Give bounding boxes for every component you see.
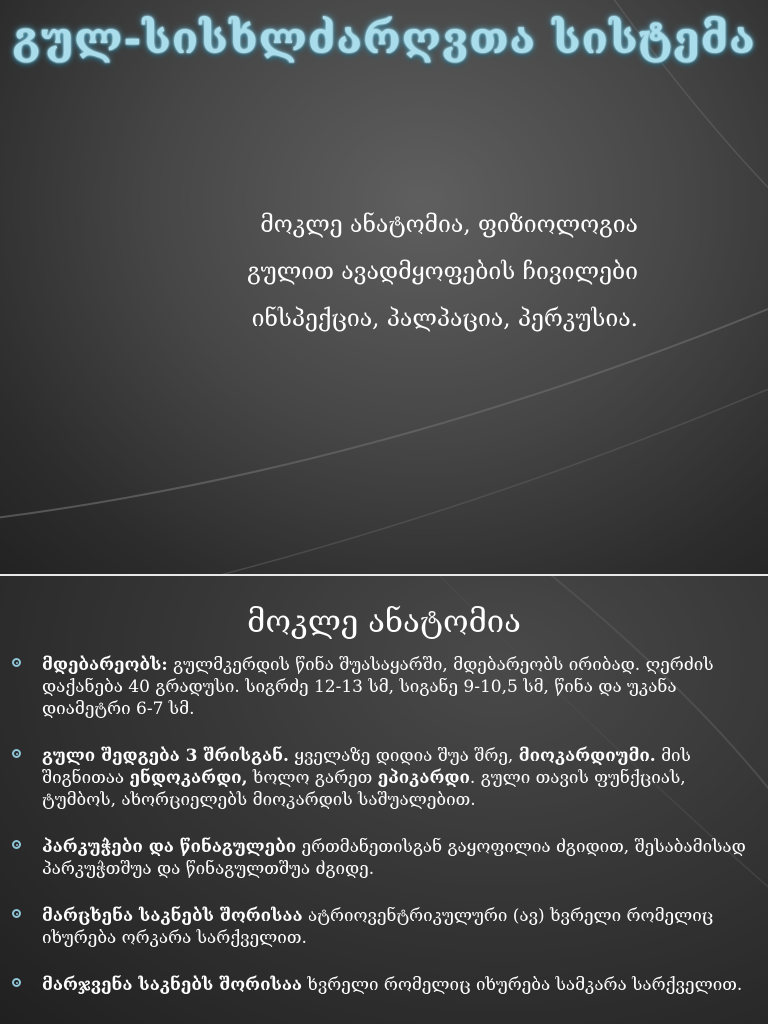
list-item <box>0 905 768 949</box>
bullet-bold-text: მდებარეობს: <box>42 655 168 675</box>
bullet-bold-text: ეპიკარდი <box>377 768 470 788</box>
bullet-bold-text: პარკუჭები და წინაგულები <box>42 837 297 857</box>
bullet-text: ერთმანეთისგან გაყოფილია ძგიდით, შესაბამისად პარკუჭთშუა და წინაგულთშუა ძგიდე. <box>42 837 746 879</box>
bullet-text: მის შიგნითაა <box>42 746 691 788</box>
bullet-bold-text: გული შედგება 3 შრისგან. <box>42 746 289 766</box>
bullet-bold-text: მარცხენა საკნებს შორისაა <box>42 906 303 926</box>
bullet-text: გულმკერდის წინა შუასაყარში, მდებარეობს ირიბად. ღერძის დაქანება 40 გრადუსი. სიგრძე 12-13 სმ, სიგანე 9-10,5 სმ, წინა და უკანა დიამეტრი 6-7 სმ. <box>42 655 714 719</box>
subtitle-line: გულით ავადმყოფების ჩივილები <box>247 259 638 285</box>
bullet-bold-text: მიოკარდიუმი. <box>518 746 656 766</box>
bullet-list <box>0 654 768 1021</box>
bullet-text: ყველაზე დიდია შუა შრე, <box>288 746 519 766</box>
list-item <box>0 745 768 811</box>
ring-bullet-icon <box>12 749 21 758</box>
bullet-text: ხოლო გარეთ <box>247 768 378 788</box>
ring-bullet-icon <box>12 840 21 849</box>
bullet-bold-text: მარჯვენა საკნებს შორისაა <box>42 975 303 995</box>
subtitle-line: მოკლე ანატომია, ფიზიოლოგია <box>260 212 638 238</box>
slide-heading: მოკლე ანატომია <box>247 604 521 640</box>
list-item <box>0 974 768 996</box>
bullet-text: ხვრელი რომელიც იხურება სამკარა სარქველით. <box>302 975 743 995</box>
ring-bullet-icon <box>12 978 21 987</box>
subtitle-line: ინსპექცია, პალპაცია, პერკუსია. <box>251 306 638 332</box>
bullet-bold-text: ენდოკარდი, <box>129 768 248 788</box>
bullet-text: . გული თავის ფუნქციას, ტუმბოს, ახორციელებს მიოკარდის საშუალებით. <box>42 768 686 810</box>
slide-title: გულ-სისხლძარღვთა სისტემა <box>12 14 756 64</box>
ring-bullet-icon <box>12 658 21 667</box>
list-item <box>0 836 768 880</box>
ring-bullet-icon <box>12 909 21 918</box>
slide-subtitle-lines <box>247 202 638 343</box>
bullet-text: ატრიოვენტრიკულური (ავ) ხვრელი რომელიც იხურება ორკარა სარქველით. <box>42 906 714 948</box>
list-item <box>0 654 768 720</box>
